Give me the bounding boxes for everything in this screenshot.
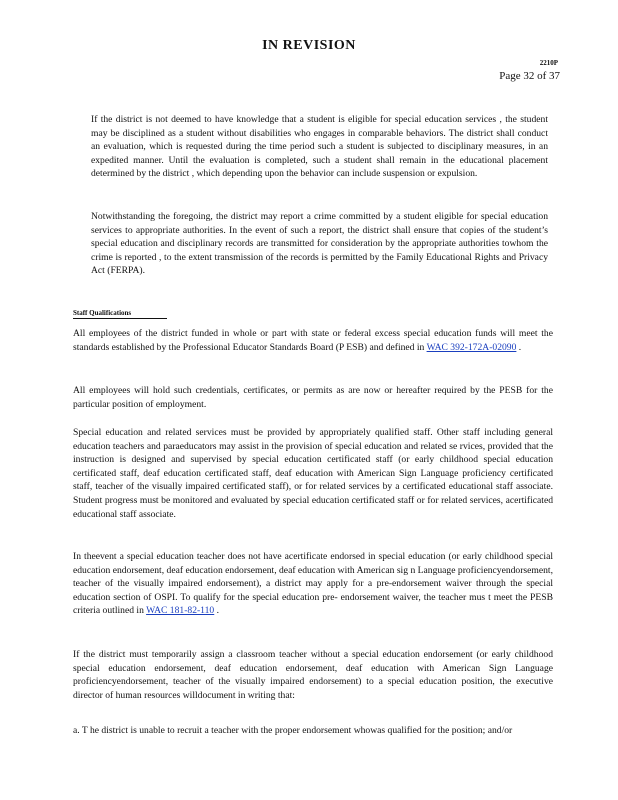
- paragraph-credentials: All employees will hold such credentials, certificates, or permits as are now or hereafter required by the PESB for the particular position of employment.: [73, 385, 553, 410]
- paragraph-qualified-staff: Special education and related services must be provided by appropriately qualified staff. Other staff including general education teachers and paraeducators may assist in the provision of special education and related se rvices, provided that the instruction is designed and supervised by special education certificated staff (or early childhood special education certificated staff, deaf education certificated staff, deaf education with American Sign Language proficiency certificated staff, teacher of the visually impaired certificated staff), or for related services by a certificated educational staff associate. Student progress must be monitored and evaluated by special education certificated staff or for related services, acertificated educational staff associate.: [73, 427, 553, 520]
- paragraph-employees-standards: [73, 327, 553, 354]
- paragraph-text: All employees of the district funded in whole or part with state or federal excess special education funds will meet the standards established by the Professional Educator Standards Board (P ESB) and defined in: [73, 328, 553, 353]
- paragraph-pre-endorsement-waiver: [73, 550, 553, 618]
- list-item-a-text: a. T he district is unable to recruit a teacher with the proper endorsement whowas qualified for the position; and/or: [73, 725, 513, 736]
- list-item-a: [73, 724, 553, 738]
- page-number: Page 32 of 37: [499, 70, 560, 82]
- paragraph-end: .: [516, 341, 522, 353]
- paragraph-knowledge: If the district is not deemed to have knowledge that a student is eligible for special education services , the student may be disciplined as a student without disabilities who engages in comparable behaviors. The district shall conduct an evaluation, which is requested during the time period such a student is subjected to disciplinary measures, in an expedited manner. Until the evaluation is completed, such a student shall remain in the educational placement determined by the district , which depending upon the behavior can include suspension or expulsion.: [91, 114, 548, 180]
- wac-link-181-82-110[interactable]: WAC 181-82-110: [146, 605, 215, 617]
- paragraph-end: .: [214, 605, 220, 617]
- paragraph-temporary-assignment: If the district must temporarily assign a classroom teacher without a special education endorsement (or early childhood special education endorsement, deaf education endorsement, deaf education with American Sign Language proficiencyendorsement, teacher of the visually impaired endorsement) to a special education position, the executive director of human resources willdocument in writing that:: [73, 649, 553, 701]
- document-code: 2210P: [539, 59, 558, 67]
- section-heading-staff-qualifications: Staff Qualifications: [73, 309, 167, 319]
- page-title: IN REVISION: [262, 38, 356, 53]
- paragraph-notwithstanding: Notwithstanding the foregoing, the district may report a crime committed by a student eligible for special education services to appropriate authorities. In the event of such a report, the district shall ensure that copies of the student’s special education and disciplinary records are transmitted for consideration by the appropriate authorities towhom the crime is reported , to the extent transmission of the records is permitted by the Family Educational Rights and Privacy Act (FERPA).: [91, 211, 548, 277]
- wac-link-392-172a[interactable]: WAC 392-172A-02090: [426, 341, 517, 353]
- paragraph-text: In theevent a special education teacher does not have acertificate endorsed in special education (or early childhood special education endorsement, deaf education endorsement, deaf education with American sig n Language proficiencyendorsement, teacher of the visually impaired endorsement), a district may apply for a pre-endorsement waiver through the special education section of OSPI. To qualify for the special education pre- endorsement waiver, the teacher mus t meet the PESB criteria outlined in: [73, 551, 553, 617]
